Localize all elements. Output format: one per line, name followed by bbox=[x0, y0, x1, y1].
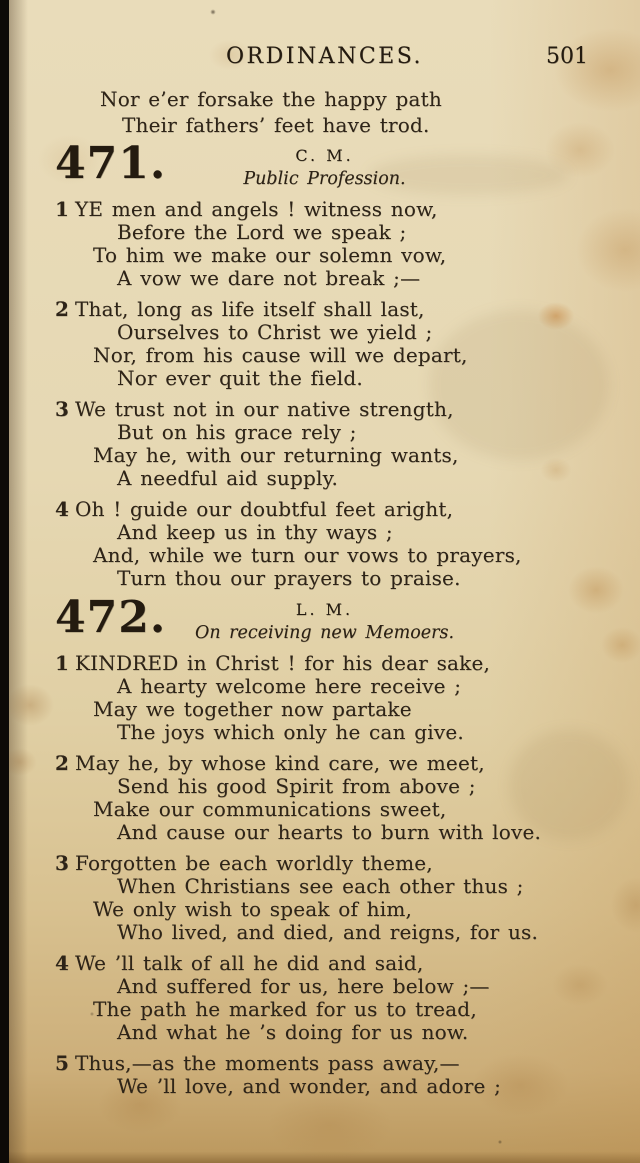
hymn-subject: Public Profession. bbox=[243, 169, 406, 189]
verse-line: KINDRED in Christ ! for his dear sake, bbox=[75, 651, 491, 675]
verse-line: Oh ! guide our doubtful feet aright, bbox=[75, 497, 454, 521]
stanza bbox=[55, 651, 640, 744]
verse-line: A needful aid supply. bbox=[117, 466, 339, 490]
verse-line: Make our communications sweet, bbox=[93, 797, 447, 821]
verse-line: May he, by whose kind care, we meet, bbox=[75, 751, 485, 775]
hymn-subject: On receiving new Memoers. bbox=[194, 623, 455, 643]
hymn-number: 471. bbox=[55, 138, 167, 189]
verse-line: Their fathers’ feet have trod. bbox=[122, 113, 430, 137]
verse-line: Nor, from his cause will we depart, bbox=[93, 343, 468, 367]
stanza-number: 1 bbox=[55, 197, 69, 221]
page-number: 501 bbox=[546, 44, 588, 69]
hymn-heading bbox=[9, 592, 640, 652]
hymn-471-section bbox=[9, 138, 640, 590]
verse-line: YE men and angels ! witness now, bbox=[75, 197, 438, 221]
verse-line: Thus,—as the moments pass away,— bbox=[75, 1051, 460, 1075]
verse-line: The joys which only he can give. bbox=[117, 720, 464, 744]
hymn-number: 472. bbox=[55, 592, 167, 643]
stanza bbox=[55, 951, 640, 1044]
verse-line: But on his grace rely ; bbox=[117, 420, 357, 444]
verse-line: That, long as life itself shall last, bbox=[75, 297, 425, 321]
hymn-meter: C. M. bbox=[295, 146, 354, 165]
hymn-meter: L. M. bbox=[295, 600, 354, 619]
verse-line: Forgotten be each worldly theme, bbox=[75, 851, 433, 875]
verse-line: We ’ll talk of all he did and said, bbox=[75, 951, 424, 975]
verse-line: A hearty welcome here receive ; bbox=[117, 674, 462, 698]
stanza bbox=[55, 397, 640, 490]
stanza-number: 2 bbox=[55, 751, 69, 775]
hymn-heading bbox=[9, 138, 640, 198]
stanza-number: 2 bbox=[55, 297, 69, 321]
verse-line: Send his good Spirit from above ; bbox=[117, 774, 476, 798]
stanza bbox=[55, 197, 640, 290]
verse-line: And keep us in thy ways ; bbox=[117, 520, 393, 544]
verse-line: Nor e’er forsake the happy path bbox=[100, 87, 442, 111]
verse-line: And suffered for us, here below ;— bbox=[117, 974, 490, 998]
stanza-number: 4 bbox=[55, 497, 69, 521]
running-head bbox=[9, 0, 640, 70]
page-content bbox=[9, 0, 640, 1106]
stanza bbox=[55, 297, 640, 390]
stanza bbox=[55, 851, 640, 944]
stanza bbox=[55, 751, 640, 844]
stanza-number: 4 bbox=[55, 951, 69, 975]
stanza-number: 3 bbox=[55, 397, 69, 421]
verse-line: We ’ll love, and wonder, and adore ; bbox=[117, 1074, 502, 1098]
verse-line: And, while we turn our vows to prayers, bbox=[93, 543, 522, 567]
verse-line: To him we make our solemn vow, bbox=[93, 243, 447, 267]
verse-line: The path he marked for us to tread, bbox=[93, 997, 477, 1021]
verse-line: We only wish to speak of him, bbox=[93, 897, 413, 921]
stanza bbox=[55, 1051, 640, 1098]
verse-line: A vow we dare not break ;— bbox=[117, 266, 421, 290]
verse-line: And what he ’s doing for us now. bbox=[117, 1020, 469, 1044]
verse-line: Turn thou our prayers to praise. bbox=[117, 566, 461, 590]
stanza bbox=[55, 497, 640, 590]
book-page bbox=[9, 0, 640, 1163]
verse-line: We trust not in our native strength, bbox=[75, 397, 454, 421]
section-title: ORDINANCES. bbox=[226, 44, 423, 69]
hymn-472-section bbox=[9, 592, 640, 1098]
verse-line: Nor ever quit the field. bbox=[117, 366, 363, 390]
verse-line: When Christians see each other thus ; bbox=[117, 874, 524, 898]
stanza-number: 3 bbox=[55, 851, 69, 875]
verse-line: And cause our hearts to burn with love. bbox=[117, 820, 542, 844]
carryover-stanza bbox=[9, 86, 640, 138]
verse-line: Before the Lord we speak ; bbox=[117, 220, 407, 244]
verse-line: Who lived, and died, and reigns, for us. bbox=[117, 920, 539, 944]
verse-line: May we together now partake bbox=[93, 697, 412, 721]
stanza-number: 1 bbox=[55, 651, 69, 675]
stanza-number: 5 bbox=[55, 1051, 69, 1075]
verse-line: May he, with our returning wants, bbox=[93, 443, 459, 467]
verse-line: Ourselves to Christ we yield ; bbox=[117, 320, 433, 344]
